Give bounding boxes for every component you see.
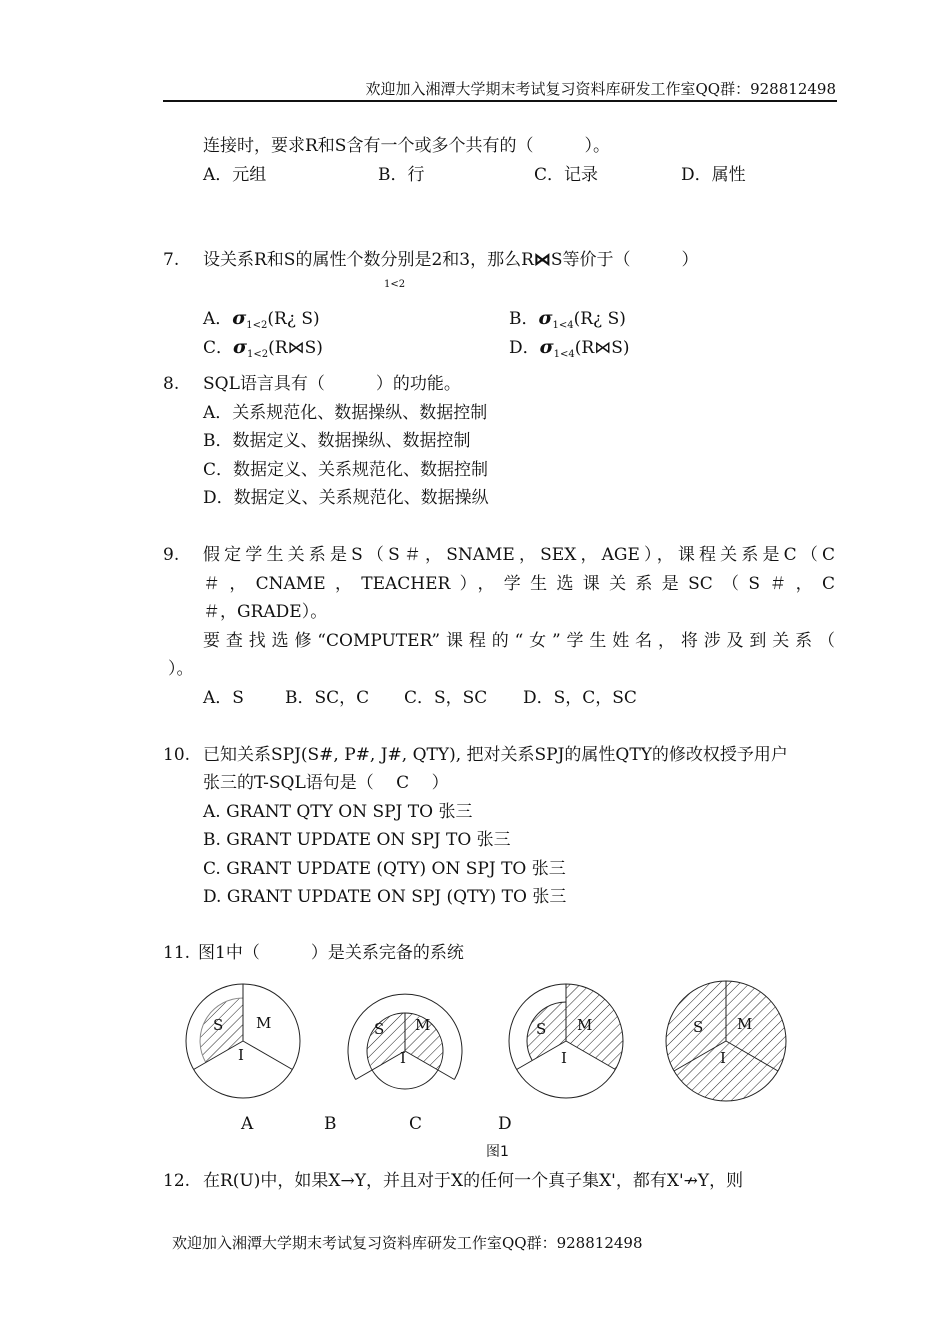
q7-option-a-sub: 1<2 [246, 320, 268, 331]
q12-number: 12. [163, 1171, 191, 1191]
q9-line-2: ＃，CNAME，TEACHER），学生选课关系是SC（S＃，C [203, 574, 835, 594]
q7-option-d-expr: (R⋈S) [574, 338, 630, 358]
q7-option-a-label: A． [203, 309, 233, 329]
diagram-d-label-i: I [720, 1049, 726, 1067]
sigma-symbol: σ [233, 336, 248, 358]
q8-option-b: B．数据定义、数据操纵、数据控制 [203, 431, 471, 451]
q7-option-b-expr: (R¿ S) [573, 309, 626, 329]
q10-line-2: 张三的T-SQL语句是（ C ） [203, 773, 449, 793]
figure-option-a: A [241, 1114, 254, 1134]
diagram-a [186, 984, 300, 1098]
diagram-b-label-s: S [374, 1020, 385, 1038]
diagram-b-label-m: M [415, 1016, 431, 1034]
q7-option-a-expr: (R¿ S) [267, 309, 320, 329]
q6-option-d: D．属性 [681, 165, 746, 185]
q7-option-d-sub: 1<4 [553, 349, 575, 360]
q9-line-3: ＃，GRADE）。 [203, 602, 328, 622]
figure-option-c: C [409, 1114, 423, 1134]
q7-option-c-sub: 1<2 [247, 349, 269, 360]
q9-option-d: D．S，C，SC [523, 688, 637, 708]
q12-stem: 在R(U)中，如果X→Y，并且对于X的任何一个真子集X'，都有X'↛Y，则 [203, 1171, 744, 1191]
sigma-symbol: σ [232, 307, 247, 329]
q9-option-a: A．S [203, 688, 244, 708]
q10-option-d: D. GRANT UPDATE ON SPJ (QTY) TO 张三 [203, 887, 567, 907]
diagram-a-label-s: S [213, 1016, 224, 1034]
q9-option-c: C．S，SC [404, 688, 488, 708]
q6-option-b: B．行 [378, 165, 425, 185]
q7-option-c-expr: (R⋈S) [268, 338, 323, 358]
q8-stem: SQL语言具有（ ）的功能。 [203, 374, 461, 394]
q10-option-b: B. GRANT UPDATE ON SPJ TO 张三 [203, 830, 511, 850]
join-symbol: ⋈ [533, 250, 551, 270]
q10-line-1: 已知关系SPJ(S#, P#, J#, QTY), 把对关系SPJ的属性QTY的修改权授予用户 [203, 745, 788, 765]
diagram-c-label-s: S [536, 1020, 547, 1038]
q8-option-c: C．数据定义、关系规范化、数据控制 [203, 460, 489, 480]
q8-option-d: D．数据定义、关系规范化、数据操纵 [203, 488, 489, 508]
q6-option-c: C．记录 [534, 165, 599, 185]
figure-option-d: D [498, 1114, 512, 1134]
q10-option-c: C. GRANT UPDATE (QTY) ON SPJ TO 张三 [203, 859, 566, 879]
page-footer: 欢迎加入湘潭大学期末考试复习资料库研发工作室QQ群：928812498 [172, 1234, 643, 1252]
diagram-c-label-i: I [561, 1049, 567, 1067]
q9-option-b: B．SC，C [285, 688, 370, 708]
q11-number: 11. [163, 943, 191, 963]
q9-line-1: 假定学生关系是S（S＃，SNAME，SEX，AGE），课程关系是C（C [203, 545, 835, 565]
q9-number: 9. [163, 545, 180, 565]
page-header: 欢迎加入湘潭大学期末考试复习资料库研发工作室QQ群：928812498 [365, 80, 836, 98]
q9-line-5: ）。 [168, 659, 194, 679]
diagram-a-label-i: I [238, 1046, 244, 1064]
q8-number: 8. [163, 374, 180, 394]
q7-join-subscript: 1<2 [384, 279, 406, 290]
q9-line-4: 要查找选修“COMPUTER”课程的“女”学生姓名，将涉及到关系（ [203, 631, 835, 651]
diagram-b-label-i: I [400, 1049, 406, 1067]
q10-number: 10. [163, 745, 191, 765]
figure-caption: 图1 [486, 1144, 509, 1160]
diagram-b [348, 994, 462, 1089]
diagram-d-label-s: S [693, 1018, 704, 1036]
diagram-d [666, 981, 786, 1101]
q7-number: 7. [163, 250, 180, 270]
q7-option-b-label: B． [509, 309, 539, 329]
sigma-symbol: σ [539, 336, 554, 358]
q11-stem: 图1中（ ）是关系完备的系统 [198, 943, 464, 963]
diagram-c [509, 984, 623, 1098]
diagram-a-label-m: M [256, 1014, 272, 1032]
q7-stem-text: 设关系R和S的属性个数分别是2和3，那么R [203, 250, 534, 270]
q8-option-a: A．关系规范化、数据操纵、数据控制 [203, 403, 488, 423]
q6-stem: 连接时，要求R和S含有一个或多个共有的（ ）。 [203, 136, 610, 156]
diagram-c-label-m: M [577, 1016, 593, 1034]
figure-option-b: B [324, 1114, 337, 1134]
q7-option-b-sub: 1<4 [552, 320, 574, 331]
q7-option-d-label: D． [509, 338, 540, 358]
sigma-symbol: σ [538, 307, 553, 329]
q10-option-a: A. GRANT QTY ON SPJ TO 张三 [203, 802, 473, 822]
diagram-d-label-m: M [737, 1015, 753, 1033]
q7-option-c-label: C． [203, 338, 234, 358]
q7-stem-tail: S等价于（ ） [550, 250, 699, 270]
q6-option-a: A．元组 [203, 165, 267, 185]
